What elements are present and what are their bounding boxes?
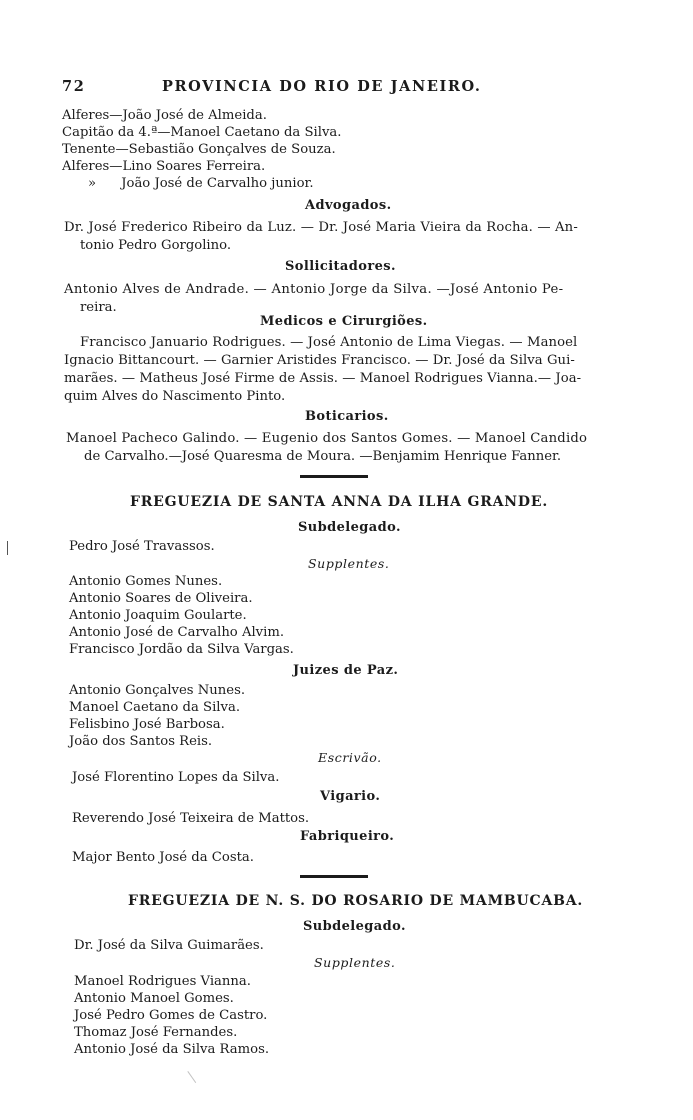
militia-line: Capitão da 4.ª—Manoel Caetano da Silva. [62,125,342,140]
supplente-name: Antonio José da Silva Ramos. [74,1042,270,1057]
subdelegado-name: Pedro José Travassos. [69,539,215,554]
boticarios-line: Manoel Pacheco Galindo. — Eugenio dos Santos Gomes. — Manoel Candido [66,431,588,446]
sollicitadores-line: reira. [80,300,117,315]
juiz-name: Antonio Gonçalves Nunes. [69,683,246,698]
escrivao-name: José Florentino Lopes da Silva. [72,770,280,785]
escrivao-heading: Escrivão. [318,750,382,765]
militia-line: Tenente—Sebastião Gonçalves de Souza. [62,142,336,157]
supplente-name: Antonio Soares de Oliveira. [69,591,253,606]
section-heading-sollicitadores: Sollicitadores. [285,259,396,274]
militia-line: Alferes—Lino Soares Ferreira. [62,159,266,174]
medicos-line: Francisco Januario Rodrigues. — José Antonio de Lima Viegas. — Manoel [80,335,578,350]
juizes-heading: Juizes de Paz. [293,663,399,678]
subdelegado-heading: Subdelegado. [298,520,401,535]
juiz-name: João dos Santos Reis. [69,734,213,749]
supplente-name: Antonio Joaquim Goularte. [69,608,247,623]
vigario-heading: Vigario. [320,789,381,804]
advogados-line: Dr. José Frederico Ribeiro da Luz. — Dr. José Maria Vieira da Rocha. — An- [64,220,578,235]
section-heading-advogados: Advogados. [305,198,392,213]
supplente-name: Thomaz José Fernandes. [74,1025,238,1040]
medicos-line: marães. — Matheus José Firme de Assis. — Manoel Rodrigues Vianna.— Joa- [64,371,582,386]
margin-mark [7,541,8,555]
supplentes-heading: Supplentes. [314,955,396,970]
section-divider [300,875,368,878]
medicos-line: quim Alves do Nascimento Pinto. [64,389,286,404]
supplentes-heading: Supplentes. [308,556,390,571]
sollicitadores-line: Antonio Alves de Andrade. — Antonio Jorge da Silva. —José Antonio Pe- [64,282,564,297]
parish-title-mambucaba: FREGUEZIA DE N. S. DO ROSARIO DE MAMBUCABA. [128,893,584,909]
supplente-name: Manoel Rodrigues Vianna. [74,974,251,989]
fabriqueiro-heading: Fabriqueiro. [300,829,395,844]
militia-line: » João José de Carvalho junior. [88,176,314,191]
supplente-name: Antonio Manoel Gomes. [74,991,234,1006]
militia-line: Alferes—João José de Almeida. [62,108,267,123]
boticarios-line: de Carvalho.—José Quaresma de Moura. —Benjamim Henrique Fanner. [84,449,562,464]
fabriqueiro-name: Major Bento José da Costa. [72,850,254,865]
supplente-name: Antonio José de Carvalho Alvim. [69,625,285,640]
medicos-line: Ignacio Bittancourt. — Garnier Aristides Francisco. — Dr. José da Silva Gui- [64,353,575,368]
running-title: PROVINCIA DO RIO DE JANEIRO. [162,78,482,95]
supplente-name: José Pedro Gomes de Castro. [74,1008,268,1023]
section-heading-boticarios: Boticarios. [305,409,389,424]
subdelegado-name: Dr. José da Silva Guimarães. [74,938,264,953]
section-heading-medicos: Medicos e Cirurgiões. [260,314,428,329]
juiz-name: Felisbino José Barbosa. [69,717,225,732]
scan-speck [187,1063,207,1083]
subdelegado-heading: Subdelegado. [303,919,406,934]
juiz-name: Manoel Caetano da Silva. [69,700,241,715]
section-divider [300,475,368,478]
advogados-line: tonio Pedro Gorgolino. [80,238,232,253]
page-number: 72 [62,78,86,95]
vigario-name: Reverendo José Teixeira de Mattos. [72,811,310,826]
supplente-name: Antonio Gomes Nunes. [69,574,223,589]
supplente-name: Francisco Jordão da Silva Vargas. [69,642,294,657]
parish-title-santa-anna: FREGUEZIA DE SANTA ANNA DA ILHA GRANDE. [130,494,548,510]
